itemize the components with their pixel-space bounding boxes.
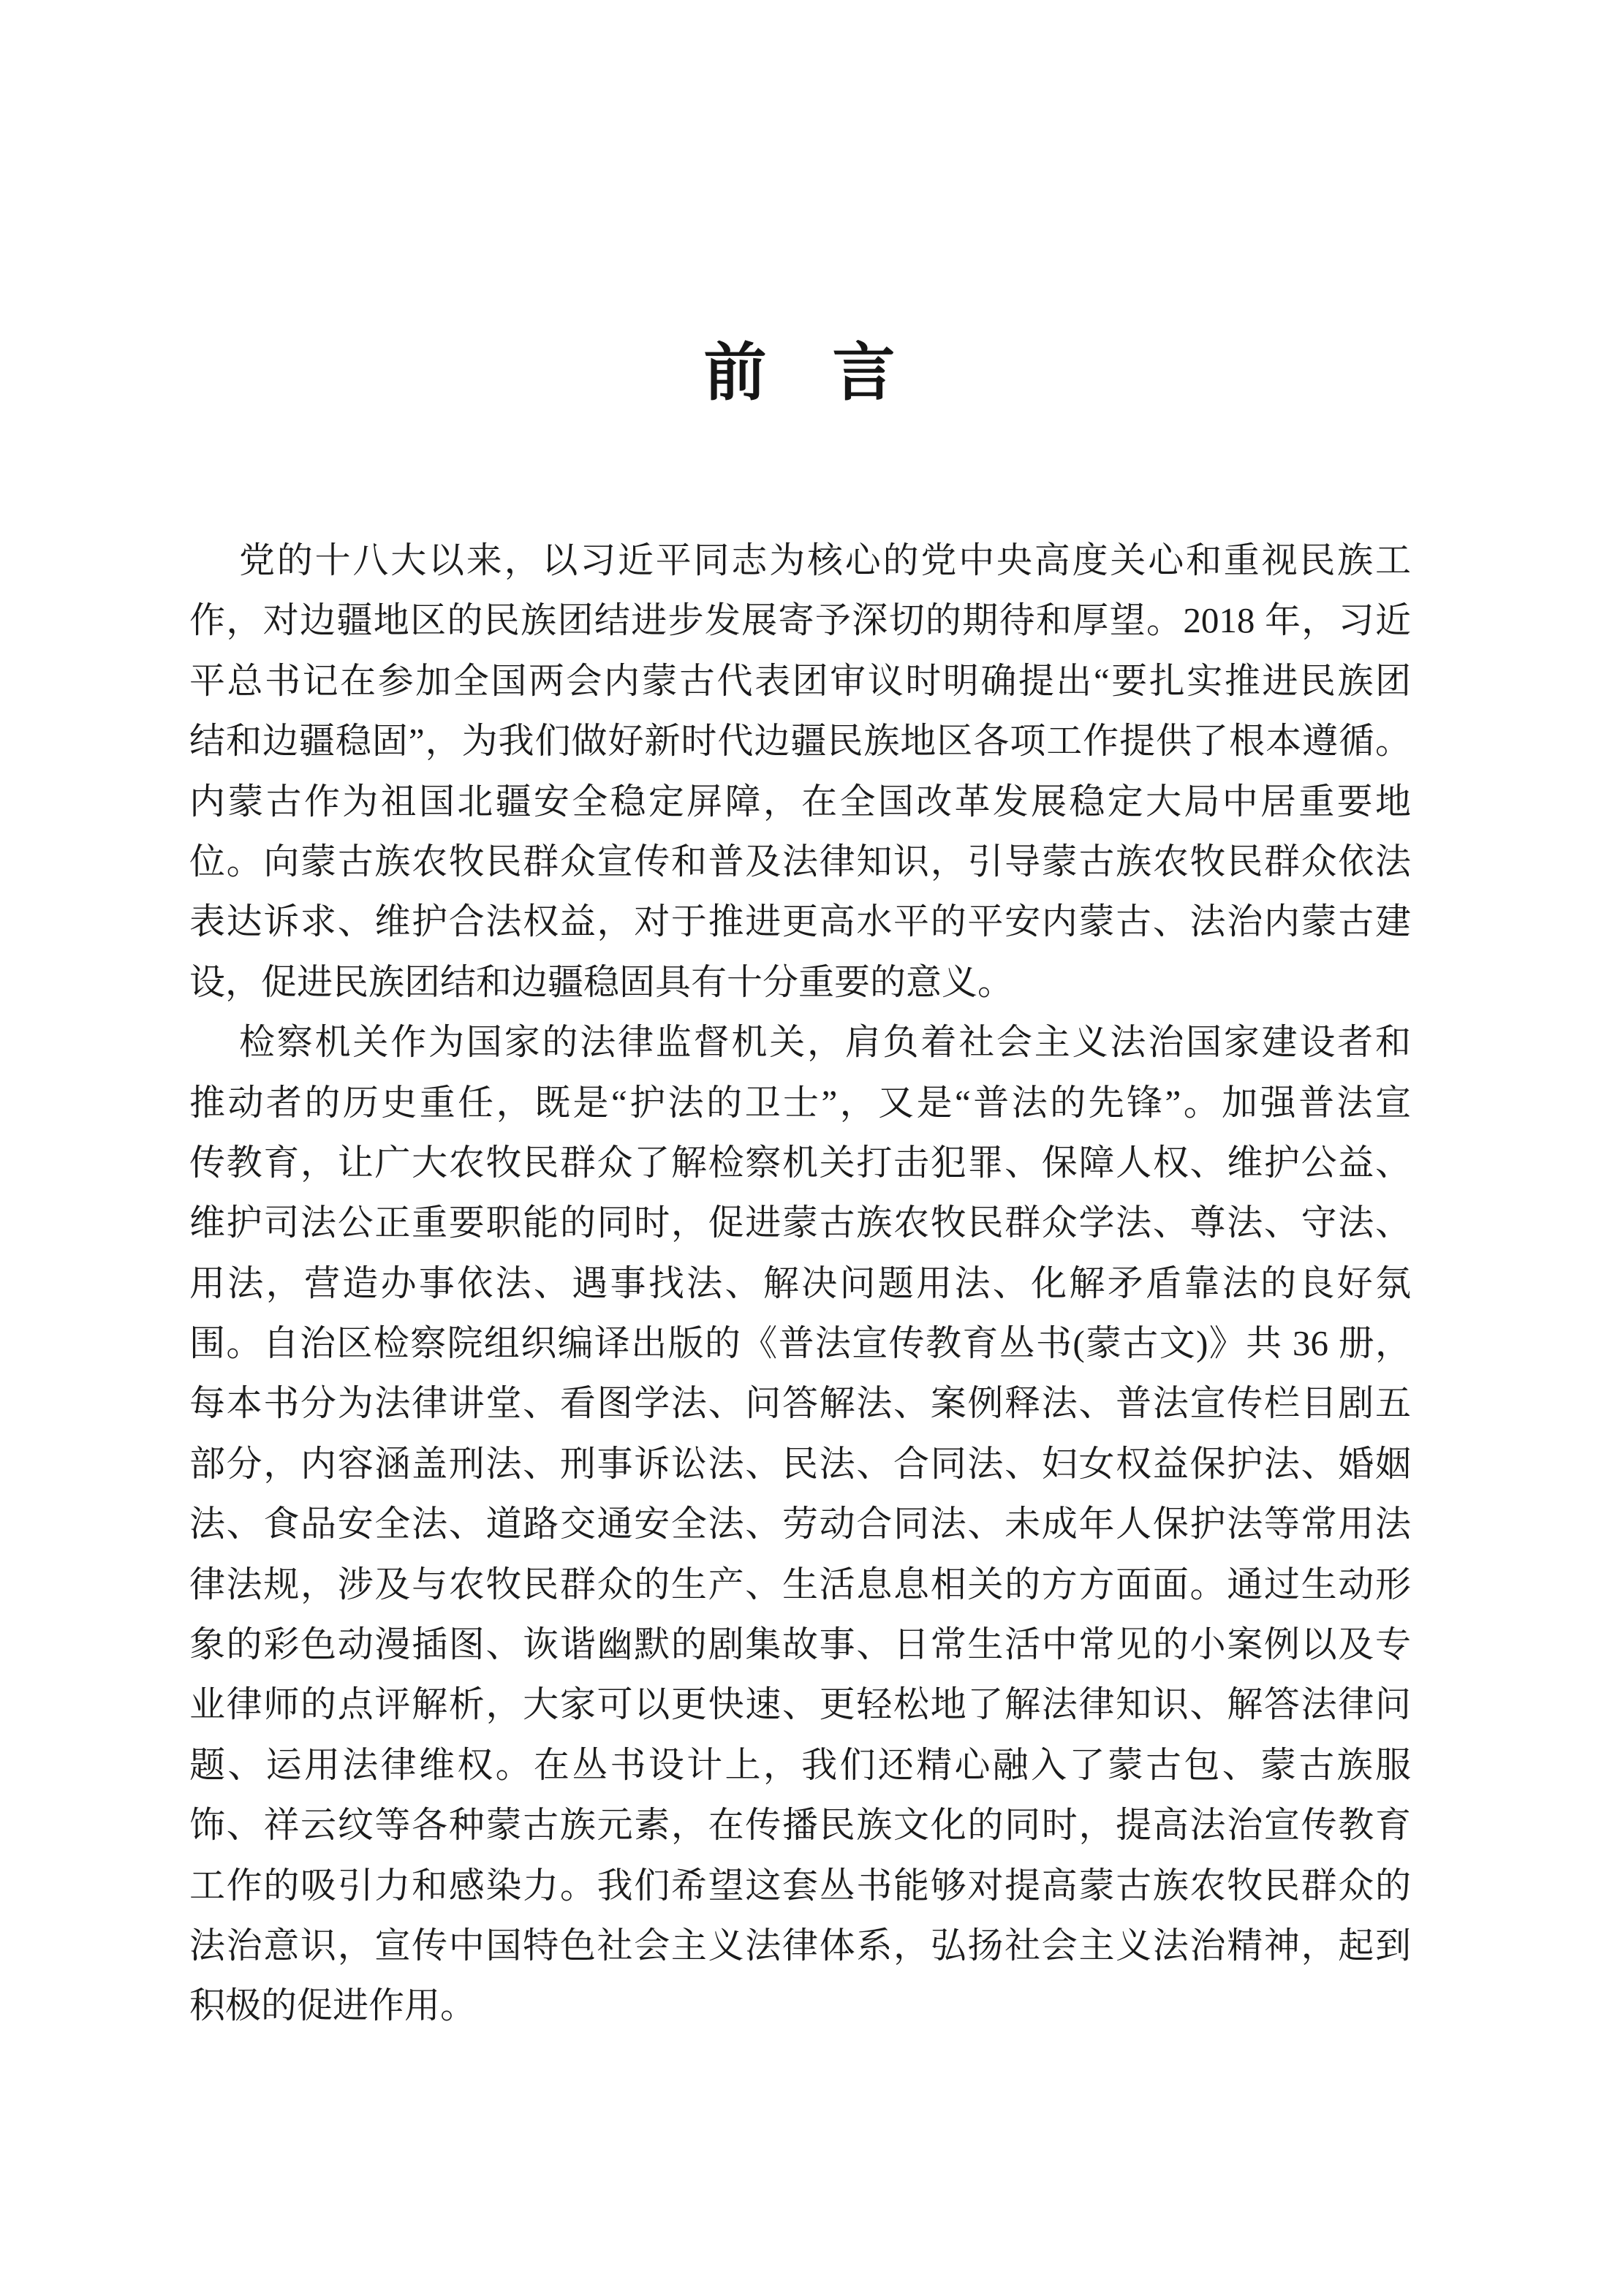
- text-line: 设，促进民族团结和边疆稳固具有十分重要的意义。: [189, 961, 1014, 1002]
- document-body: [189, 531, 1411, 2037]
- text-line: 结和边疆稳固”，为我们做好新时代边疆民族地区各项工作提供了根本遵循。: [189, 721, 1411, 762]
- text-line: 表达诉求、维护合法权益，对于推进更高水平的平安内蒙古、法治内蒙古建: [189, 901, 1411, 942]
- text-line: 律法规，涉及与农牧民群众的生产、生活息息相关的方方面面。通过生动形: [189, 1564, 1411, 1604]
- text-line: 法、食品安全法、道路交通安全法、劳动合同法、未成年人保护法等常用法: [189, 1504, 1411, 1545]
- text-line: 维护司法公正重要职能的同时，促进蒙古族农牧民群众学法、尊法、守法、: [189, 1202, 1411, 1243]
- text-line: 党的十八大以来，以习近平同志为核心的党中央高度关心和重视民族工: [239, 540, 1411, 580]
- text-line: 饰、祥云纹等各种蒙古族元素，在传播民族文化的同时，提高法治宣传教育: [189, 1805, 1411, 1846]
- text-line: 业律师的点评解析，大家可以更快速、更轻松地了解法律知识、解答法律问: [189, 1684, 1411, 1725]
- text-line: 内蒙古作为祖国北疆安全稳定屏障，在全国改革发展稳定大局中居重要地: [189, 781, 1411, 822]
- text-line: 题、运用法律维权。在丛书设计上，我们还精心融入了蒙古包、蒙古族服: [189, 1744, 1411, 1785]
- text-line: 推动者的历史重任，既是“护法的卫士”，又是“普法的先锋”。加强普法宣: [189, 1082, 1411, 1123]
- text-line: 位。向蒙古族农牧民群众宣传和普及法律知识，引导蒙古族农牧民群众依法: [189, 841, 1411, 882]
- text-line: 象的彩色动漫插图、诙谐幽默的剧集故事、日常生活中常见的小案例以及专: [189, 1624, 1411, 1665]
- text-line: 积极的促进作用。: [189, 1985, 477, 2026]
- text-line: 工作的吸引力和感染力。我们希望这套丛书能够对提高蒙古族农牧民群众的: [189, 1865, 1411, 1906]
- text-line: 围。自治区检察院组织编译出版的《普法宣传教育丛书(蒙古文)》共 36 册，: [189, 1323, 1411, 1364]
- text-line: 法治意识，宣传中国特色社会主义法律体系，弘扬社会主义法治精神，起到: [189, 1925, 1411, 1966]
- page-title: 前 言: [703, 338, 897, 408]
- text-line: 作，对边疆地区的民族团结进步发展寄予深切的期待和厚望。2018 年，习近: [189, 600, 1411, 641]
- text-line: 传教育，让广大农牧民群众了解检察机关打击犯罪、保障人权、维护公益、: [189, 1142, 1411, 1183]
- text-line: 平总书记在参加全国两会内蒙古代表团审议时明确提出“要扎实推进民族团: [189, 660, 1411, 701]
- text-line: 用法，营造办事依法、遇事找法、解决问题用法、化解矛盾靠法的良好氛: [189, 1262, 1411, 1303]
- text-line: 部分，内容涵盖刑法、刑事诉讼法、民法、合同法、妇女权益保护法、婚姻: [189, 1443, 1411, 1484]
- text-line: 每本书分为法律讲堂、看图学法、问答解法、案例释法、普法宣传栏目剧五: [189, 1383, 1411, 1424]
- text-line: 检察机关作为国家的法律监督机关，肩负着社会主义法治国家建设者和: [239, 1022, 1411, 1063]
